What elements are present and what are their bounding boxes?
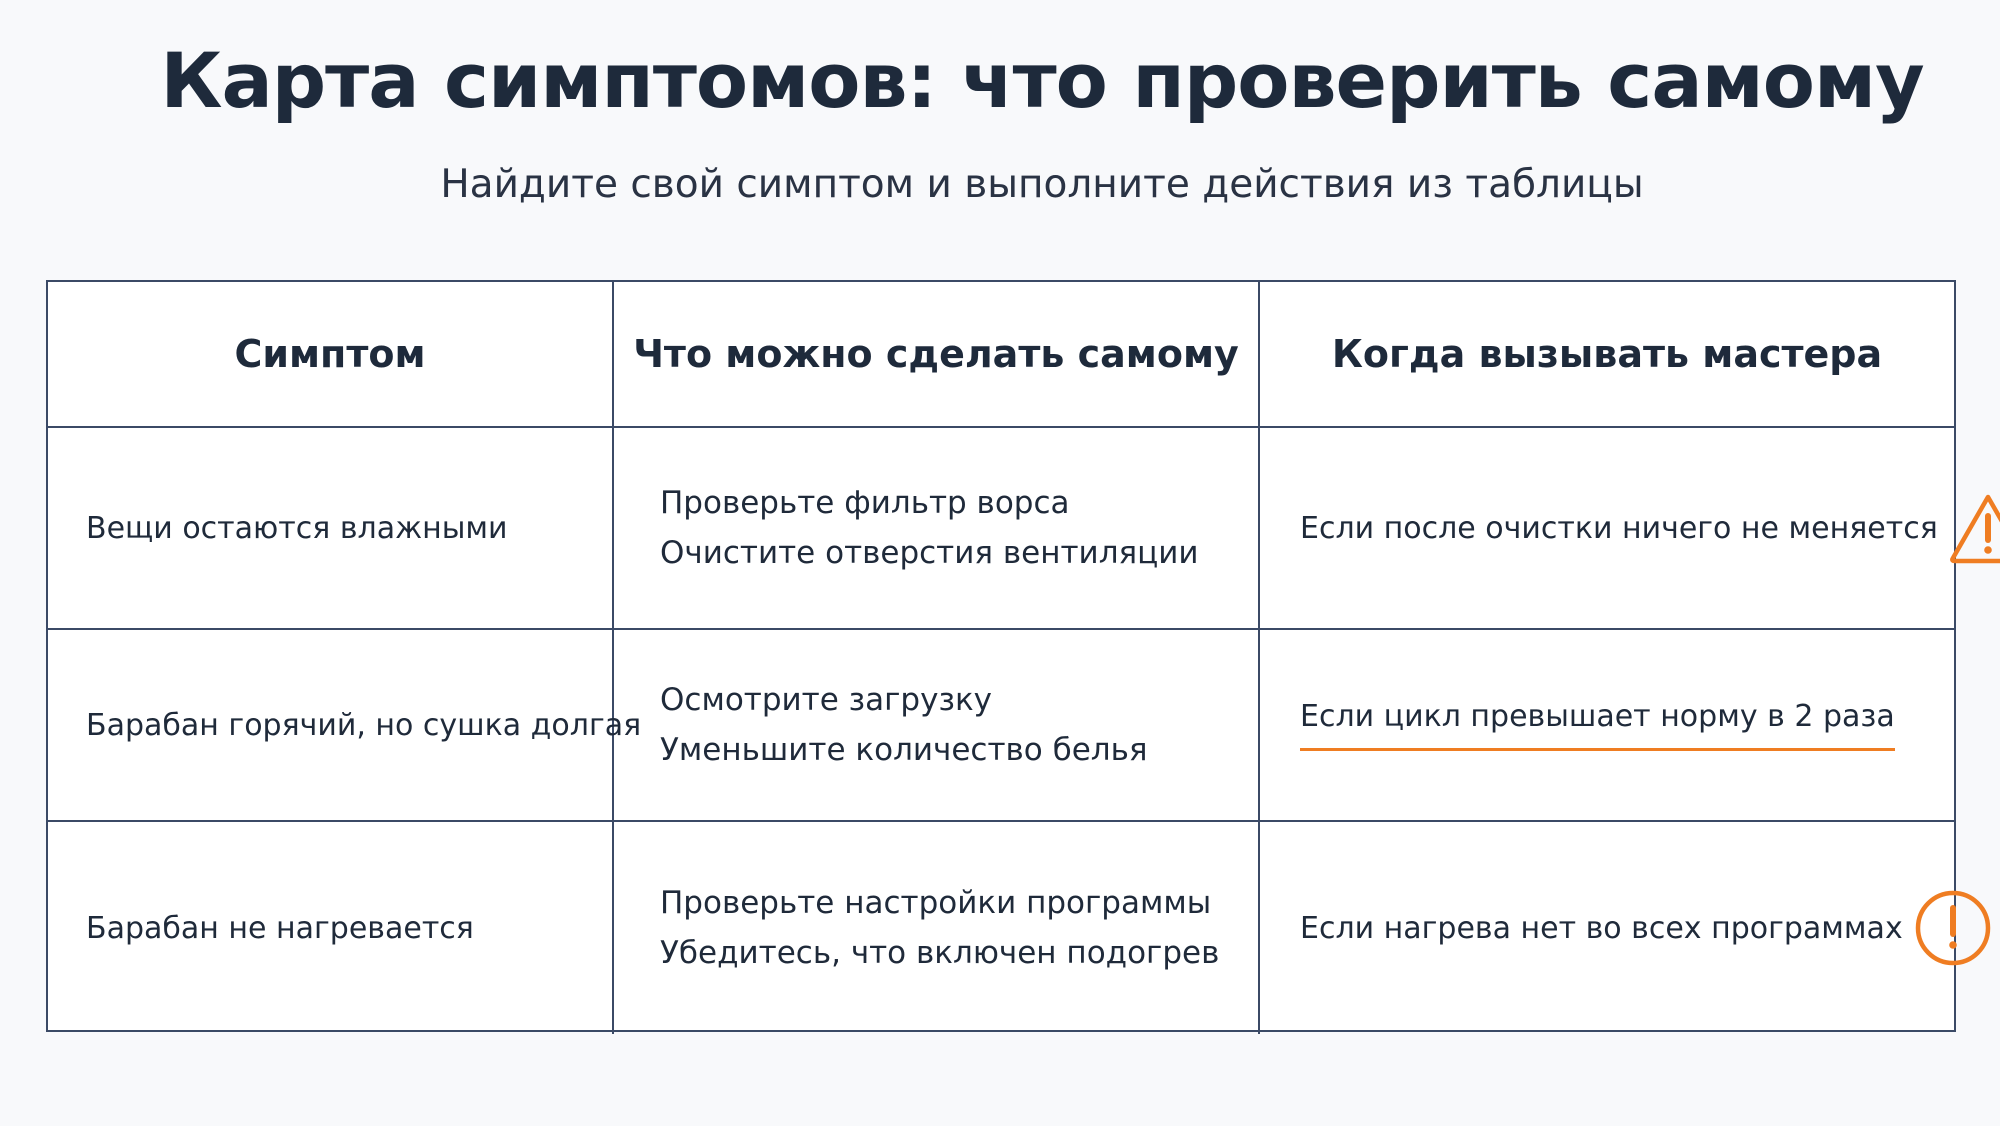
header-symptom: Симптом [48,282,614,426]
symptom-cell [48,630,642,820]
page-title: Карта симптомов: что проверить самому [160,36,1924,125]
table-row [48,822,1954,1034]
action-text: Проверьте фильтр ворса [660,485,1070,521]
action-text: Осмотрите загрузку [660,682,993,718]
action-text: Очистите отверстия вентиляции [660,535,1199,571]
when-cell [1260,822,1954,1034]
actions-cell [614,428,1260,628]
when-text-underlined: Если цикл превышает норму в 2 раза [1300,699,1895,751]
action-text: Убедитесь, что включен подогрев [660,935,1220,971]
when-text: Если нагрева нет во всех программах [1300,910,1903,946]
table-row [48,630,1954,822]
page-subtitle: Найдите свой симптом и выполните действия из таблицы [440,162,1644,207]
when-text: Если после очистки ничего не меняется [1300,510,1938,546]
symptom-text: Вещи остаются влажными [86,510,508,546]
action-text: Уменьшите количество белья [660,732,1148,768]
actions-cell [614,822,1260,1034]
exclamation-circle-icon [1913,888,1993,968]
symptom-text: Барабан горячий, но сушка долгая [86,707,642,743]
action-text: Проверьте настройки программы [660,885,1212,921]
when-cell [1260,630,1954,820]
header-actions: Что можно сделать самому [614,282,1260,426]
header-when: Когда вызывать мастера [1331,332,1883,376]
symptom-cell [48,428,614,628]
symptom-text: Барабан не нагревается [86,910,474,946]
table-row [48,428,1954,630]
warning-triangle-icon [1948,492,2000,564]
table-header-row [48,282,1954,428]
symptom-table [46,280,1956,1032]
when-cell [1260,428,1954,628]
symptom-cell [48,822,614,1034]
actions-cell [614,630,1260,820]
